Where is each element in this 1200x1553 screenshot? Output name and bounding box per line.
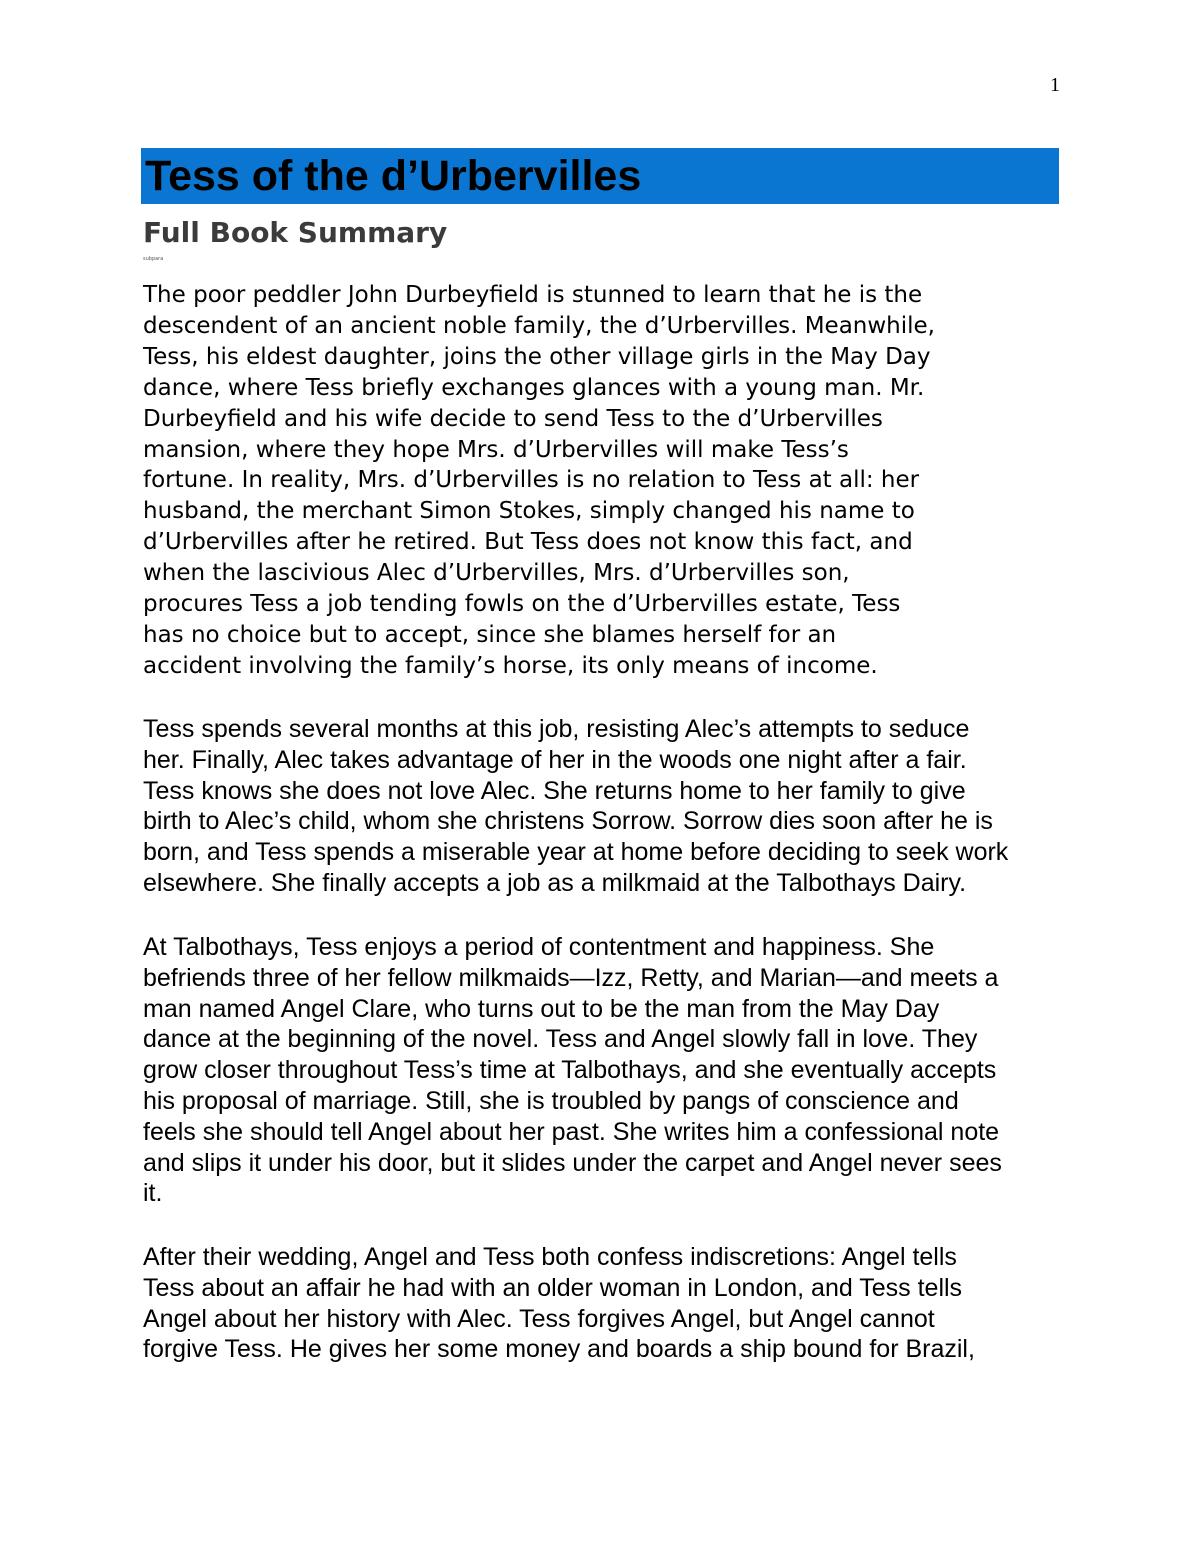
paragraph-line: Tess spends several months at this job, resisting Alec’s attempts to seduce <box>143 715 970 743</box>
paragraph-line: Tess about an affair he had with an older woman in London, and Tess tells <box>143 1273 963 1302</box>
paragraph-line: man named Angel Clare, who turns out to be the man from the May Day <box>143 994 940 1023</box>
paragraph-line: birth to Alec’s child, whom she christens Sorrow. Sorrow dies soon after he is <box>143 807 993 836</box>
paragraph-line: After their wedding, Angel and Tess both confess indiscretions: Angel tells <box>143 1243 957 1271</box>
paragraph-line: Angel about her history with Alec. Tess forgives Angel, but Angel cannot <box>143 1304 935 1333</box>
paragraph-4 <box>143 1242 1063 1365</box>
paragraph-line: her. Finally, Alec takes advantage of her in the woods one night after a fair. <box>143 745 967 774</box>
paragraph-line: procures Tess a job tending fowls on the d’Urbervilles estate, Tess <box>143 591 901 618</box>
paragraph-line: Durbeyfield and his wife decide to send Tess to the d’Urbervilles <box>143 405 883 432</box>
paragraph-line: born, and Tess spends a miserable year at home before deciding to seek work <box>143 838 1009 867</box>
paragraph-line: husband, the merchant Simon Stokes, simply changed his name to <box>143 498 915 525</box>
paragraph-line: fortune. In reality, Mrs. d’Urbervilles is no relation to Tess at all: her <box>143 467 920 494</box>
paragraph-line: mansion, where they hope Mrs. d’Urbervilles will make Tess’s <box>143 436 849 463</box>
paragraph-line: dance at the beginning of the novel. Tess and Angel slowly fall in love. They <box>143 1025 978 1054</box>
paragraph-1 <box>143 280 1063 682</box>
title-highlight <box>141 148 1059 204</box>
paragraph-line: descendent of an ancient noble family, the d’Urbervilles. Meanwhile, <box>143 312 935 339</box>
paragraph-line: has no choice but to accept, since she blames herself for an <box>143 621 837 648</box>
paragraph-line: The poor peddler John Durbeyfield is stunned to learn that he is the <box>143 282 923 308</box>
paragraph-2 <box>143 714 1063 899</box>
paragraph-line: befriends three of her fellow milkmaids—Izz, Retty, and Marian—and meets a <box>143 963 999 992</box>
paragraph-line: d’Urbervilles after he retired. But Tess does not know this fact, and <box>143 529 913 556</box>
paragraph-line: it. <box>143 1179 163 1208</box>
paragraph-line: Tess knows she does not love Alec. She returns home to her family to give <box>143 776 966 805</box>
paragraph-line: forgive Tess. He gives her some money and boards a ship bound for Brazil, <box>143 1335 975 1364</box>
paragraph-line: feels she should tell Angel about her past. She writes him a confessional note <box>143 1117 1000 1146</box>
paragraph-line: his proposal of marriage. Still, she is troubled by pangs of conscience and <box>143 1086 959 1115</box>
paragraph-line: elsewhere. She finally accepts a job as a milkmaid at the Talbothays Dairy. <box>143 868 967 897</box>
section-subtitle: Full Book Summary <box>143 216 448 249</box>
paragraph-line: Tess, his eldest daughter, joins the other village girls in the May Day <box>143 343 931 370</box>
paragraph-line: accident involving the family’s horse, its only means of income. <box>143 652 878 679</box>
page-number: 1 <box>1050 74 1060 96</box>
paragraph-line: and slips it under his door, but it slides under the carpet and Angel never sees <box>143 1148 1002 1177</box>
paragraph-line: grow closer throughout Tess’s time at Talbothays, and she eventually accepts <box>143 1056 997 1085</box>
document-title: Tess of the d’Urbervilles <box>145 152 642 200</box>
paragraph-3 <box>143 932 1063 1209</box>
paragraph-line: when the lascivious Alec d’Urbervilles, Mrs. d’Urbervilles son, <box>143 560 850 587</box>
paragraph-line: At Talbothays, Tess enjoys a period of contentment and happiness. She <box>143 933 935 961</box>
paragraph-line: dance, where Tess briefly exchanges glances with a young man. Mr. <box>143 374 925 401</box>
small-mark: subpara <box>143 256 164 262</box>
